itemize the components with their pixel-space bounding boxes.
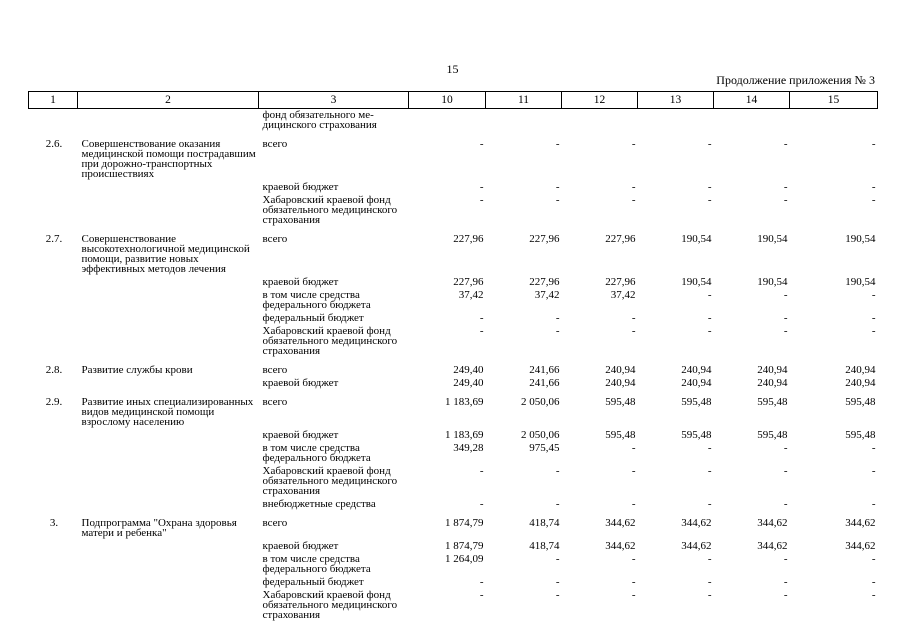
table-row [29,109,878,133]
row-name-cell [78,227,259,276]
value-cell-15: - [871,553,876,565]
row-number-cell [29,442,78,465]
section-number: 2.8. [45,364,63,376]
value-cell-11: 227,96 [529,233,560,245]
value-cell-11: 418,74 [529,517,560,529]
value-cell-11: - [555,589,560,601]
value-cell-15: 240,94 [845,377,876,389]
table-row [29,540,878,553]
value-cell-13: - [707,576,712,588]
row-number-cell [29,358,78,377]
value-cell-10: 227,96 [453,233,484,245]
value-cell-12: 240,94 [605,364,636,376]
source-label: Хабаровский краевой фонд обязательного медицинского страхования [262,325,398,357]
value-cell-14: - [783,325,788,337]
section-name: Развитие иных специализированных видов медицинской помощи взрослому населению [81,396,254,428]
row-name-cell [78,540,259,553]
value-cell-11: 2 050,06 [521,396,560,408]
column-header-1: 1 [29,92,78,109]
value-cell-13: 595,48 [681,429,712,441]
table-row [29,465,878,498]
value-cell-11: - [555,312,560,324]
row-number-cell [29,377,78,390]
value-cell-11: - [555,325,560,337]
row-number-cell [29,325,78,358]
source-cell [259,465,409,498]
row-number-cell [29,553,78,576]
value-cell-14: - [783,442,788,454]
row-number-cell [29,511,78,540]
source-label: всего [262,396,288,408]
source-cell [259,511,409,540]
value-cell-12: - [631,576,636,588]
source-label: Хабаровский краевой фонд обязательного медицинского страхования [262,194,398,226]
source-cell [259,576,409,589]
source-label: фонд обязательного ме- дицинского страхования [262,109,377,131]
value-cell-10: - [479,589,484,601]
value-cell-14: - [783,589,788,601]
value-cell-11: - [555,498,560,510]
column-header-2: 2 [78,92,259,109]
value-cell-15: - [871,589,876,601]
source-label: внебюджетные средства [262,498,376,510]
row-name-cell [78,390,259,429]
value-cell-12: 344,62 [605,540,636,552]
value-cell-15: - [871,576,876,588]
value-cell-15: - [871,442,876,454]
row-number-cell [29,589,78,622]
value-cell-13: - [707,325,712,337]
source-label: всего [262,138,288,150]
value-cell-13: 240,94 [681,364,712,376]
column-header-14: 14 [714,92,790,109]
value-cell-12: 227,96 [605,233,636,245]
section-number: 3. [49,517,59,529]
value-cell-13: - [707,442,712,454]
value-cell-14: 344,62 [757,540,788,552]
row-name-cell [78,109,259,133]
source-cell [259,442,409,465]
value-cell-14: - [783,553,788,565]
value-cell-12: 227,96 [605,276,636,288]
source-cell [259,325,409,358]
value-cell-10: 249,40 [453,364,484,376]
table-row [29,442,878,465]
value-cell-12: 595,48 [605,429,636,441]
value-cell-15: 344,62 [845,517,876,529]
value-cell-11: 227,96 [529,276,560,288]
value-cell-14: - [783,181,788,193]
value-cell-15: 190,54 [845,276,876,288]
page-number: 15 [446,62,459,76]
row-number-cell [29,465,78,498]
value-cell-14: - [783,138,788,150]
value-cell-13: - [707,553,712,565]
value-cell-15: - [871,138,876,150]
value-cell-13: 190,54 [681,233,712,245]
row-name-cell [78,194,259,227]
value-cell-13: 344,62 [681,540,712,552]
value-cell-11: 241,66 [529,377,560,389]
row-name-cell [78,553,259,576]
source-label: в том числе средства федерального бюджета [262,553,371,575]
section-number: 2.9. [45,396,63,408]
row-name-cell [78,511,259,540]
table-row [29,289,878,312]
source-cell [259,498,409,511]
source-label: краевой бюджет [262,377,339,389]
row-number-cell [29,132,78,181]
source-cell [259,377,409,390]
value-cell-13: - [707,194,712,206]
row-name-cell [78,498,259,511]
value-cell-11: - [555,194,560,206]
value-cell-12: - [631,465,636,477]
value-cell-13: 240,94 [681,377,712,389]
source-cell [259,312,409,325]
column-header-11: 11 [486,92,562,109]
row-name-cell [78,132,259,181]
value-cell-15: - [871,194,876,206]
source-cell [259,181,409,194]
value-cell-10: - [479,576,484,588]
table-row [29,194,878,227]
source-cell [259,132,409,181]
value-cell-11: - [555,553,560,565]
table-row [29,227,878,276]
section-name: Совершенствование высокотехнологичной медицинской помощи, развитие новых эффективных методов лечения [81,233,250,275]
row-name-cell [78,442,259,465]
row-name-cell [78,276,259,289]
source-label: в том числе средства федерального бюджета [262,289,371,311]
column-header-15: 15 [790,92,878,109]
source-label: краевой бюджет [262,276,339,288]
value-cell-12: 37,42 [610,289,636,301]
row-number-cell [29,390,78,429]
value-cell-10: - [479,194,484,206]
row-number-cell [29,312,78,325]
value-cell-11: 37,42 [534,289,560,301]
row-number-cell [29,289,78,312]
value-cell-12: - [631,194,636,206]
value-cell-13: 344,62 [681,517,712,529]
value-cell-10: 1 183,69 [445,429,484,441]
table-row [29,553,878,576]
row-number-cell [29,540,78,553]
value-cell-15: 595,48 [845,429,876,441]
value-cell-10: 349,28 [453,442,484,454]
value-cell-14: 595,48 [757,396,788,408]
value-cell-15: - [871,181,876,193]
table-row [29,576,878,589]
value-cell-12: - [631,181,636,193]
value-cell-13: - [707,181,712,193]
source-label: в том числе средства федерального бюджета [262,442,371,464]
value-cell-14: 240,94 [757,377,788,389]
column-header-12: 12 [562,92,638,109]
value-cell-14: - [783,576,788,588]
table-row [29,325,878,358]
source-label: всего [262,517,288,529]
value-cell-14: 190,54 [757,233,788,245]
row-number-cell [29,576,78,589]
value-cell-10: - [479,181,484,193]
source-label: федеральный бюджет [262,312,364,324]
value-cell-14: - [783,289,788,301]
source-cell [259,589,409,622]
row-name-cell [78,465,259,498]
value-cell-12: 240,94 [605,377,636,389]
value-cell-10: 1 264,09 [445,553,484,565]
value-cell-15: - [871,498,876,510]
value-cell-15: 240,94 [845,364,876,376]
value-cell-14: 240,94 [757,364,788,376]
value-cell-15: - [871,465,876,477]
source-cell [259,553,409,576]
table-row [29,312,878,325]
value-cell-15: - [871,289,876,301]
source-label: всего [262,233,288,245]
source-cell [259,390,409,429]
column-header-3: 3 [259,92,409,109]
column-header-13: 13 [638,92,714,109]
source-label: федеральный бюджет [262,576,364,588]
source-label: всего [262,364,288,376]
row-name-cell [78,289,259,312]
section-name: Развитие службы крови [81,364,193,376]
row-number-cell [29,194,78,227]
value-cell-13: 190,54 [681,276,712,288]
value-cell-14: 190,54 [757,276,788,288]
value-cell-15: 595,48 [845,396,876,408]
value-cell-10: 1 874,79 [445,540,484,552]
value-cell-13: - [707,498,712,510]
row-name-cell [78,377,259,390]
table-body [29,109,878,623]
value-cell-10: 227,96 [453,276,484,288]
source-label: краевой бюджет [262,429,339,441]
row-name-cell [78,429,259,442]
table-row [29,511,878,540]
header-row [29,92,878,109]
value-cell-12: - [631,325,636,337]
row-name-cell [78,576,259,589]
source-label: краевой бюджет [262,540,339,552]
section-name: Совершенствование оказания медицинской помощи пострадавшим при дорожно-транспортных происшествиях [81,138,256,180]
value-cell-14: - [783,194,788,206]
value-cell-13: - [707,289,712,301]
source-cell [259,109,409,133]
value-cell-10: 37,42 [458,289,484,301]
row-name-cell [78,312,259,325]
value-cell-10: 1 874,79 [445,517,484,529]
row-name-cell [78,589,259,622]
source-label: Хабаровский краевой фонд обязательного медицинского страхования [262,465,398,497]
value-cell-14: 595,48 [757,429,788,441]
value-cell-12: - [631,498,636,510]
source-label: краевой бюджет [262,181,339,193]
row-number-cell [29,109,78,133]
source-cell [259,227,409,276]
row-number-cell [29,276,78,289]
row-name-cell [78,358,259,377]
value-cell-11: 241,66 [529,364,560,376]
source-cell [259,429,409,442]
table-row [29,429,878,442]
value-cell-12: - [631,138,636,150]
value-cell-15: - [871,312,876,324]
value-cell-13: - [707,312,712,324]
value-cell-10: - [479,465,484,477]
source-cell [259,194,409,227]
value-cell-15: 190,54 [845,233,876,245]
continuation-title: Продолжение приложения № 3 [716,73,875,87]
row-number-cell [29,429,78,442]
table-row [29,377,878,390]
source-cell [259,276,409,289]
budget-table [28,91,878,622]
row-name-cell [78,181,259,194]
table-header [29,92,878,109]
value-cell-15: - [871,325,876,337]
value-cell-12: - [631,553,636,565]
value-cell-14: 344,62 [757,517,788,529]
table-row [29,358,878,377]
value-cell-12: - [631,442,636,454]
value-cell-11: 2 050,06 [521,429,560,441]
value-cell-11: - [555,465,560,477]
value-cell-11: - [555,138,560,150]
column-header-10: 10 [409,92,486,109]
source-cell [259,540,409,553]
table-row [29,181,878,194]
value-cell-10: - [479,312,484,324]
value-cell-10: - [479,325,484,337]
value-cell-10: 1 183,69 [445,396,484,408]
row-number-cell [29,498,78,511]
value-cell-14: - [783,465,788,477]
source-label: Хабаровский краевой фонд обязательного медицинского страхования [262,589,398,621]
value-cell-14: - [783,498,788,510]
value-cell-11: - [555,181,560,193]
row-number-cell [29,181,78,194]
section-name: Подпрограмма "Охрана здоровья матери и ребенка" [81,517,237,539]
value-cell-10: - [479,138,484,150]
value-cell-10: - [479,498,484,510]
value-cell-14: - [783,312,788,324]
value-cell-13: 595,48 [681,396,712,408]
value-cell-11: 418,74 [529,540,560,552]
section-number: 2.6. [45,138,63,150]
table-row [29,589,878,622]
table-row [29,132,878,181]
row-number-cell [29,227,78,276]
value-cell-13: - [707,465,712,477]
value-cell-12: - [631,312,636,324]
value-cell-13: - [707,138,712,150]
value-cell-11: - [555,576,560,588]
value-cell-12: 595,48 [605,396,636,408]
value-cell-12: - [631,589,636,601]
row-name-cell [78,325,259,358]
value-cell-15: 344,62 [845,540,876,552]
source-cell [259,358,409,377]
value-cell-10: 249,40 [453,377,484,389]
value-cell-13: - [707,589,712,601]
table-row [29,498,878,511]
table-row [29,390,878,429]
section-number: 2.7. [45,233,63,245]
source-cell [259,289,409,312]
table-row [29,276,878,289]
value-cell-11: 975,45 [529,442,560,454]
value-cell-12: 344,62 [605,517,636,529]
